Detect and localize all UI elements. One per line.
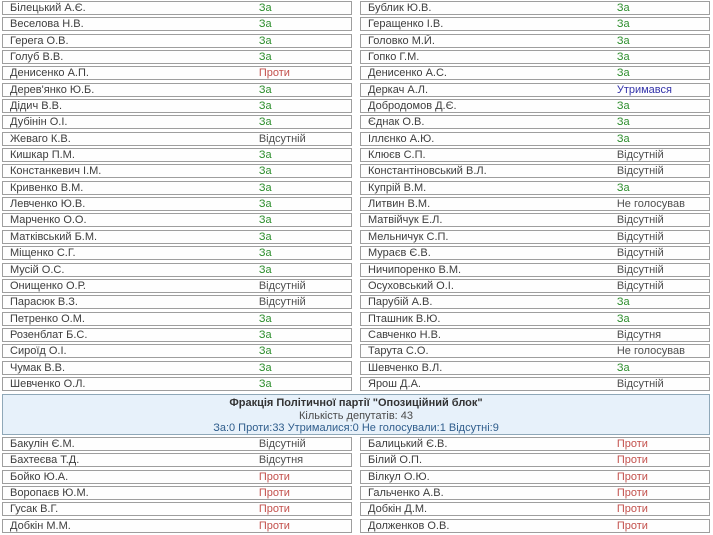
vote-value: За — [616, 51, 630, 64]
vote-value: Проти — [616, 503, 648, 516]
deputy-name: Гусак В.Г. — [10, 503, 59, 516]
table-row — [2, 34, 352, 48]
table-row — [2, 295, 352, 309]
vote-value: За — [258, 181, 272, 194]
table-row — [360, 1, 710, 15]
deputy-name: Бойко Ю.А. — [10, 470, 69, 483]
deputy-name: Вілкул О.Ю. — [368, 470, 430, 483]
table-row — [360, 486, 710, 500]
deputy-name: Чумак В.В. — [10, 361, 66, 374]
table-row — [2, 361, 352, 375]
table-row — [360, 502, 710, 516]
vote-value: Утримався — [616, 83, 672, 96]
table-row — [2, 50, 352, 64]
deputy-name: Денисенко А.П. — [10, 67, 89, 80]
deputy-name: Марченко О.О. — [10, 214, 87, 227]
table-row — [2, 246, 352, 260]
table-row — [360, 34, 710, 48]
bottom-left-column — [2, 437, 352, 533]
deputy-name: Веселова Н.В. — [10, 18, 84, 31]
deputy-name: Дідич В.В. — [10, 100, 63, 113]
deputy-name: Воропаєв Ю.М. — [10, 486, 89, 499]
table-row — [2, 437, 352, 451]
vote-value: Проти — [258, 503, 290, 516]
table-row — [2, 263, 352, 277]
top-left-column — [2, 1, 352, 391]
vote-value: Відсутній — [616, 149, 664, 162]
deputy-name: Парасюк В.З. — [10, 296, 78, 309]
vote-value: Відсутній — [616, 279, 664, 292]
deputy-name: Герега О.В. — [10, 34, 69, 47]
deputy-name: Головко М.Й. — [368, 34, 435, 47]
vote-value: За — [258, 377, 272, 390]
vote-value: Відсутній — [258, 132, 306, 145]
vote-value: Відсутній — [616, 214, 664, 227]
table-row — [2, 344, 352, 358]
deputy-name: Онищенко О.Р. — [10, 279, 86, 292]
vote-value: Проти — [616, 470, 648, 483]
vote-value: За — [258, 263, 272, 276]
deputy-name: Купрій В.М. — [368, 181, 427, 194]
deputy-name: Гальченко А.В. — [368, 486, 444, 499]
deputy-name: Гопко Г.М. — [368, 51, 420, 64]
table-row — [360, 361, 710, 375]
vote-value: Відсутня — [258, 454, 304, 467]
vote-value: Відсутній — [258, 437, 306, 450]
table-row — [2, 453, 352, 467]
deputy-name: Білий О.П. — [368, 454, 423, 467]
deputy-name: Деркач А.Л. — [368, 83, 429, 96]
vote-value: За — [258, 230, 272, 243]
bottom-voting-grid — [2, 437, 710, 533]
deputy-name: Білецький А.Є. — [10, 2, 86, 14]
table-row — [2, 197, 352, 211]
table-row — [360, 279, 710, 293]
table-row — [2, 213, 352, 227]
deputy-name: Долженков О.В. — [368, 519, 450, 532]
fraction-header — [2, 394, 710, 435]
table-row — [2, 1, 352, 15]
vote-value: Відсутній — [616, 377, 664, 390]
top-right-column — [360, 1, 710, 391]
vote-value: За — [258, 345, 272, 358]
vote-value: Проти — [616, 519, 648, 532]
deputy-name: Бахтеєва Т.Д. — [10, 454, 80, 467]
fraction-title: Фракція Політичної партії "Опозиційний блок" — [229, 396, 483, 409]
vote-value: Відсутня — [616, 328, 662, 341]
vote-value: За — [616, 100, 630, 113]
deputy-name: Ярош Д.А. — [368, 377, 421, 390]
deputy-name: Шевченко В.Л. — [368, 361, 443, 374]
vote-value: Проти — [616, 486, 648, 499]
table-row — [2, 519, 352, 533]
vote-value: За — [258, 361, 272, 374]
table-row — [360, 312, 710, 326]
vote-value: За — [258, 18, 272, 31]
deputy-name: Матківський Б.М. — [10, 230, 98, 243]
deputy-name: Левченко Ю.В. — [10, 198, 86, 211]
table-row — [360, 148, 710, 162]
deputy-name: Денисенко А.С. — [368, 67, 447, 80]
table-row — [2, 328, 352, 342]
vote-value: За — [258, 247, 272, 260]
vote-value: Відсутній — [616, 165, 664, 178]
deputy-name: Дерев'янко Ю.Б. — [10, 83, 95, 96]
deputy-name: Добродомов Д.Є. — [368, 100, 457, 113]
table-row — [360, 377, 710, 391]
vote-value: Відсутній — [616, 230, 664, 243]
vote-value: За — [616, 116, 630, 129]
deputy-name: Литвин В.М. — [368, 198, 431, 211]
table-row — [2, 132, 352, 146]
table-row — [360, 213, 710, 227]
deputy-name: Балицький Є.В. — [368, 437, 448, 450]
table-row — [360, 17, 710, 31]
deputy-name: Жеваго К.В. — [10, 132, 71, 145]
table-row — [2, 83, 352, 97]
table-row — [360, 164, 710, 178]
deputy-name: Клюєв С.П. — [368, 149, 426, 162]
vote-value: За — [258, 51, 272, 64]
table-row — [2, 115, 352, 129]
vote-value: За — [258, 100, 272, 113]
vote-value: Проти — [616, 454, 648, 467]
fraction-deputies-count: Кількість депутатів: 43 — [298, 409, 414, 422]
table-row — [2, 312, 352, 326]
vote-value: Проти — [616, 437, 648, 450]
vote-value: Проти — [258, 486, 290, 499]
deputy-name: Петренко О.М. — [10, 312, 85, 325]
vote-value: За — [258, 165, 272, 178]
deputy-name: Іллєнко А.Ю. — [368, 132, 435, 145]
deputy-name: Мельничук С.П. — [368, 230, 449, 243]
deputy-name: Осуховський О.І. — [368, 279, 454, 292]
deputy-name: Бублик Ю.В. — [368, 2, 432, 14]
table-row — [2, 99, 352, 113]
vote-value: За — [616, 2, 630, 14]
deputy-name: Парубій А.В. — [368, 296, 433, 309]
deputy-name: Бакулін Є.М. — [10, 437, 75, 450]
table-row — [360, 197, 710, 211]
deputy-name: Мусій О.С. — [10, 263, 65, 276]
table-row — [360, 99, 710, 113]
table-row — [2, 164, 352, 178]
table-row — [360, 246, 710, 260]
vote-value: За — [616, 312, 630, 325]
table-row — [360, 519, 710, 533]
deputy-name: Ничипоренко В.М. — [368, 263, 462, 276]
table-row — [2, 486, 352, 500]
table-row — [360, 470, 710, 484]
vote-value: За — [258, 312, 272, 325]
vote-value: Проти — [258, 519, 290, 532]
table-row — [360, 453, 710, 467]
fraction-vote-summary: За:0 Проти:33 Утрималися:0 Не голосували:1 Відсутні:9 — [213, 421, 499, 434]
top-voting-grid — [2, 1, 710, 391]
deputy-name: Шевченко О.Л. — [10, 377, 86, 390]
table-row — [2, 17, 352, 31]
deputy-name: Кишкар П.М. — [10, 149, 75, 162]
table-row — [360, 328, 710, 342]
vote-value: Не голосував — [616, 345, 685, 358]
vote-value: За — [616, 67, 630, 80]
deputy-name: Матвійчук Е.Л. — [368, 214, 443, 227]
table-row — [360, 66, 710, 80]
table-row — [360, 230, 710, 244]
vote-value: За — [258, 328, 272, 341]
vote-value: За — [616, 132, 630, 145]
vote-value: Відсутній — [616, 247, 664, 260]
vote-value: За — [258, 2, 272, 14]
table-row — [360, 115, 710, 129]
deputy-name: Розенблат Б.С. — [10, 328, 88, 341]
table-row — [2, 66, 352, 80]
vote-value: Відсутній — [258, 296, 306, 309]
deputy-name: Геращенко І.В. — [368, 18, 444, 31]
deputy-name: Сироїд О.І. — [10, 345, 67, 358]
vote-value: Не голосував — [616, 198, 685, 211]
deputy-name: Добкін Д.М. — [368, 503, 428, 516]
deputy-name: Кривенко В.М. — [10, 181, 84, 194]
bottom-right-column — [360, 437, 710, 533]
table-row — [360, 83, 710, 97]
deputy-name: Єднак О.В. — [368, 116, 425, 129]
table-row — [360, 132, 710, 146]
vote-value: Відсутній — [616, 263, 664, 276]
vote-value: За — [258, 149, 272, 162]
vote-value: Відсутній — [258, 279, 306, 292]
table-row — [2, 377, 352, 391]
table-row — [2, 502, 352, 516]
table-row — [360, 263, 710, 277]
deputy-name: Голуб В.В. — [10, 51, 64, 64]
deputy-name: Пташник В.Ю. — [368, 312, 441, 325]
table-row — [360, 50, 710, 64]
table-row — [2, 148, 352, 162]
table-row — [360, 295, 710, 309]
deputy-name: Мураєв Є.В. — [368, 247, 431, 260]
deputy-name: Дубінін О.І. — [10, 116, 68, 129]
table-row — [2, 230, 352, 244]
deputy-name: Савченко Н.В. — [368, 328, 441, 341]
deputy-name: Констанкевич І.М. — [10, 165, 102, 178]
vote-value: За — [616, 181, 630, 194]
vote-value: За — [258, 214, 272, 227]
deputy-name: Константіновський В.Л. — [368, 165, 487, 178]
deputy-name: Добкін М.М. — [10, 519, 71, 532]
vote-value: Проти — [258, 470, 290, 483]
vote-value: За — [258, 34, 272, 47]
table-row — [360, 344, 710, 358]
table-row — [2, 279, 352, 293]
vote-value: За — [258, 83, 272, 96]
vote-value: За — [258, 198, 272, 211]
table-row — [2, 470, 352, 484]
vote-value: За — [616, 18, 630, 31]
vote-value: За — [258, 116, 272, 129]
deputy-name: Тарута С.О. — [368, 345, 429, 358]
table-row — [360, 181, 710, 195]
vote-value: За — [616, 361, 630, 374]
table-row — [2, 181, 352, 195]
vote-value: За — [616, 34, 630, 47]
vote-value: За — [616, 296, 630, 309]
vote-value: Проти — [258, 67, 290, 80]
deputy-name: Міщенко С.Г. — [10, 247, 76, 260]
table-row — [360, 437, 710, 451]
